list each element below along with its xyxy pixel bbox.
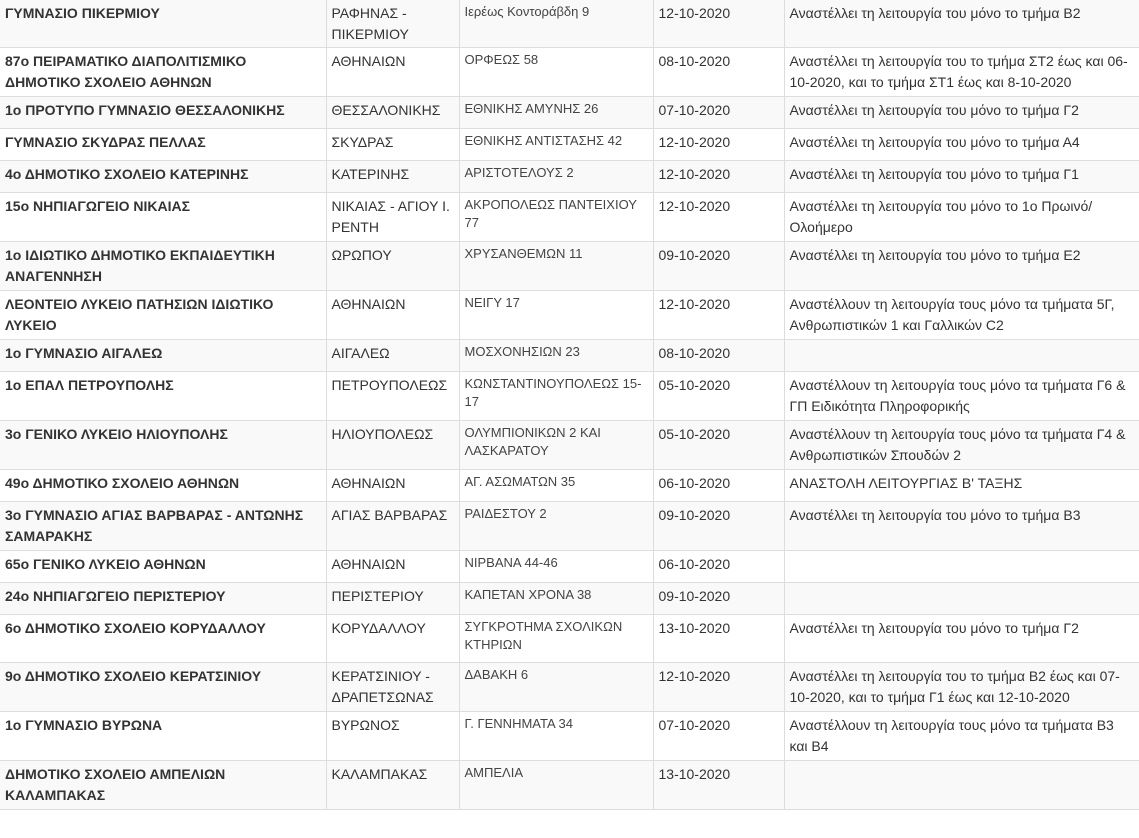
date-cell: 09-10-2020 bbox=[653, 242, 784, 291]
date-cell: 08-10-2020 bbox=[653, 340, 784, 372]
school-name-cell: 1ο ΓΥΜΝΑΣΙΟ ΑΙΓΑΛΕΩ bbox=[0, 340, 326, 372]
address-cell: ΚΑΠΕΤΑΝ ΧΡΟΝΑ 38 bbox=[459, 583, 653, 615]
address-cell: ΧΡΥΣΑΝΘΕΜΩΝ 11 bbox=[459, 242, 653, 291]
address-cell: ΔΑΒΑΚΗ 6 bbox=[459, 663, 653, 712]
date-cell: 06-10-2020 bbox=[653, 470, 784, 502]
date-cell: 12-10-2020 bbox=[653, 193, 784, 242]
address-cell: ΚΩΝΣΤΑΝΤΙΝΟΥΠΟΛΕΩΣ 15-17 bbox=[459, 372, 653, 421]
table-row bbox=[0, 761, 1139, 810]
municipality-cell: ΚΑΤΕΡΙΝΗΣ bbox=[326, 161, 459, 193]
table-row bbox=[0, 161, 1139, 193]
date-cell: 12-10-2020 bbox=[653, 663, 784, 712]
date-cell: 12-10-2020 bbox=[653, 129, 784, 161]
address-cell: ΑΚΡΟΠΟΛΕΩΣ ΠΑΝΤΕΙΧΙΟΥ 77 bbox=[459, 193, 653, 242]
date-cell: 13-10-2020 bbox=[653, 761, 784, 810]
table-row bbox=[0, 242, 1139, 291]
note-cell: Αναστέλλει τη λειτουργία του μόνο το 1ο Πρωινό/ Ολοήμερο bbox=[784, 193, 1139, 242]
date-cell: 07-10-2020 bbox=[653, 97, 784, 129]
table-row bbox=[0, 583, 1139, 615]
school-name-cell: 1ο ΓΥΜΝΑΣΙΟ ΒΥΡΩΝΑ bbox=[0, 712, 326, 761]
school-name-cell: 1ο ΠΡΟΤΥΠΟ ΓΥΜΝΑΣΙΟ ΘΕΣΣΑΛΟΝΙΚΗΣ bbox=[0, 97, 326, 129]
note-cell bbox=[784, 551, 1139, 583]
date-cell: 05-10-2020 bbox=[653, 421, 784, 470]
table-row bbox=[0, 48, 1139, 97]
municipality-cell: ΑΘΗΝΑΙΩΝ bbox=[326, 48, 459, 97]
note-cell: Αναστέλλουν τη λειτουργία τους μόνο τα τμήματα Γ4 & Ανθρωπιστικών Σπουδών 2 bbox=[784, 421, 1139, 470]
table-row bbox=[0, 340, 1139, 372]
address-cell: ΟΛΥΜΠΙΟΝΙΚΩΝ 2 ΚΑΙ ΛΑΣΚΑΡΑΤΟΥ bbox=[459, 421, 653, 470]
note-cell: Αναστέλλει τη λειτουργία του μόνο το τμήμα Γ2 bbox=[784, 615, 1139, 663]
school-name-cell: ΓΥΜΝΑΣΙΟ ΣΚΥΔΡΑΣ ΠΕΛΛΑΣ bbox=[0, 129, 326, 161]
table-row bbox=[0, 470, 1139, 502]
school-name-cell: 6ο ΔΗΜΟΤΙΚΟ ΣΧΟΛΕΙΟ ΚΟΡΥΔΑΛΛΟΥ bbox=[0, 615, 326, 663]
school-name-cell: 3ο ΓΥΜΝΑΣΙΟ ΑΓΙΑΣ ΒΑΡΒΑΡΑΣ - ΑΝΤΩΝΗΣ ΣΑΜΑΡΑΚΗΣ bbox=[0, 502, 326, 551]
municipality-cell: ΩΡΩΠΟΥ bbox=[326, 242, 459, 291]
address-cell: ΑΜΠΕΛΙΑ bbox=[459, 761, 653, 810]
date-cell: 12-10-2020 bbox=[653, 291, 784, 340]
municipality-cell: ΠΕΤΡΟΥΠΟΛΕΩΣ bbox=[326, 372, 459, 421]
school-name-cell: 15ο ΝΗΠΙΑΓΩΓΕΙΟ ΝΙΚΑΙΑΣ bbox=[0, 193, 326, 242]
table-row bbox=[0, 372, 1139, 421]
address-cell: ΣΥΓΚΡΟΤΗΜΑ ΣΧΟΛΙΚΩΝ ΚΤΗΡΙΩΝ bbox=[459, 615, 653, 663]
table-row bbox=[0, 502, 1139, 551]
address-cell: ΟΡΦΕΩΣ 58 bbox=[459, 48, 653, 97]
municipality-cell: ΚΕΡΑΤΣΙΝΙΟΥ - ΔΡΑΠΕΤΣΩΝΑΣ bbox=[326, 663, 459, 712]
note-cell: Αναστέλλει τη λειτουργία του μόνο το τμήμα Γ1 bbox=[784, 161, 1139, 193]
municipality-cell: ΝΙΚΑΙΑΣ - ΑΓΙΟΥ Ι. ΡΕΝΤΗ bbox=[326, 193, 459, 242]
table-row bbox=[0, 291, 1139, 340]
date-cell: 12-10-2020 bbox=[653, 0, 784, 48]
school-name-cell: 1ο ΙΔΙΩΤΙΚΟ ΔΗΜΟΤΙΚΟ ΕΚΠΑΙΔΕΥΤΙΚΗ ΑΝΑΓΕΝΝΗΣΗ bbox=[0, 242, 326, 291]
date-cell: 08-10-2020 bbox=[653, 48, 784, 97]
table-row bbox=[0, 0, 1139, 48]
address-cell: ΝΕΙΓΥ 17 bbox=[459, 291, 653, 340]
table-row bbox=[0, 193, 1139, 242]
school-name-cell: 9ο ΔΗΜΟΤΙΚΟ ΣΧΟΛΕΙΟ ΚΕΡΑΤΣΙΝΙΟΥ bbox=[0, 663, 326, 712]
school-name-cell: 65ο ΓΕΝΙΚΟ ΛΥΚΕΙΟ ΑΘΗΝΩΝ bbox=[0, 551, 326, 583]
note-cell bbox=[784, 340, 1139, 372]
school-name-cell: 24ο ΝΗΠΙΑΓΩΓΕΙΟ ΠΕΡΙΣΤΕΡΙΟΥ bbox=[0, 583, 326, 615]
note-cell: Αναστέλλει τη λειτουργία του μόνο το τμήμα Γ2 bbox=[784, 97, 1139, 129]
note-cell: Αναστέλλουν τη λειτουργία τους μόνο τα τμήματα Γ6 & ΓΠ Ειδικότητα Πληροφορικής bbox=[784, 372, 1139, 421]
note-cell bbox=[784, 761, 1139, 810]
date-cell: 09-10-2020 bbox=[653, 502, 784, 551]
school-name-cell: 4ο ΔΗΜΟΤΙΚΟ ΣΧΟΛΕΙΟ ΚΑΤΕΡΙΝΗΣ bbox=[0, 161, 326, 193]
address-cell: ΑΓ. ΑΣΩΜΑΤΩΝ 35 bbox=[459, 470, 653, 502]
table-row bbox=[0, 421, 1139, 470]
address-cell: ΕΘΝΙΚΗΣ ΑΜΥΝΗΣ 26 bbox=[459, 97, 653, 129]
municipality-cell: ΡΑΦΗΝΑΣ - ΠΙΚΕΡΜΙΟΥ bbox=[326, 0, 459, 48]
municipality-cell: ΚΑΛΑΜΠΑΚΑΣ bbox=[326, 761, 459, 810]
table-row bbox=[0, 97, 1139, 129]
municipality-cell: ΣΚΥΔΡΑΣ bbox=[326, 129, 459, 161]
date-cell: 05-10-2020 bbox=[653, 372, 784, 421]
date-cell: 13-10-2020 bbox=[653, 615, 784, 663]
municipality-cell: ΑΘΗΝΑΙΩΝ bbox=[326, 291, 459, 340]
school-name-cell: ΓΥΜΝΑΣΙΟ ΠΙΚΕΡΜΙΟΥ bbox=[0, 0, 326, 48]
date-cell: 07-10-2020 bbox=[653, 712, 784, 761]
school-name-cell: 49ο ΔΗΜΟΤΙΚΟ ΣΧΟΛΕΙΟ ΑΘΗΝΩΝ bbox=[0, 470, 326, 502]
note-cell: Αναστέλλουν τη λειτουργία τους μόνο τα τμήματα Β3 και Β4 bbox=[784, 712, 1139, 761]
date-cell: 12-10-2020 bbox=[653, 161, 784, 193]
municipality-cell: ΑΙΓΑΛΕΩ bbox=[326, 340, 459, 372]
municipality-cell: ΒΥΡΩΝΟΣ bbox=[326, 712, 459, 761]
school-name-cell: 87ο ΠΕΙΡΑΜΑΤΙΚΟ ΔΙΑΠΟΛΙΤΙΣΜΙΚΟ ΔΗΜΟΤΙΚΟ ΣΧΟΛΕΙΟ ΑΘΗΝΩΝ bbox=[0, 48, 326, 97]
school-name-cell: ΔΗΜΟΤΙΚΟ ΣΧΟΛΕΙΟ ΑΜΠΕΛΙΩΝ ΚΑΛΑΜΠΑΚΑΣ bbox=[0, 761, 326, 810]
school-name-cell: 1ο ΕΠΑΛ ΠΕΤΡΟΥΠΟΛΗΣ bbox=[0, 372, 326, 421]
date-cell: 09-10-2020 bbox=[653, 583, 784, 615]
municipality-cell: ΠΕΡΙΣΤΕΡΙΟΥ bbox=[326, 583, 459, 615]
table-row bbox=[0, 129, 1139, 161]
note-cell: Αναστέλλει τη λειτουργία του μόνο το τμήμα Β3 bbox=[784, 502, 1139, 551]
address-cell: Γ. ΓΕΝΝΗΜΑΤΑ 34 bbox=[459, 712, 653, 761]
table-row bbox=[0, 551, 1139, 583]
note-cell: Αναστέλλει τη λειτουργία του το τμήμα Β2 έως και 07-10-2020, και το τμήμα Γ1 έως και 12-10-2020 bbox=[784, 663, 1139, 712]
table-row bbox=[0, 712, 1139, 761]
municipality-cell: ΑΘΗΝΑΙΩΝ bbox=[326, 470, 459, 502]
note-cell: Αναστέλλει τη λειτουργία του μόνο το τμήμα Α4 bbox=[784, 129, 1139, 161]
address-cell: ΜΟΣΧΟΝΗΣΙΩΝ 23 bbox=[459, 340, 653, 372]
note-cell: Αναστέλλει τη λειτουργία του μόνο το τμήμα Β2 bbox=[784, 0, 1139, 48]
municipality-cell: ΑΓΙΑΣ ΒΑΡΒΑΡΑΣ bbox=[326, 502, 459, 551]
date-cell: 06-10-2020 bbox=[653, 551, 784, 583]
note-cell: Αναστέλλει τη λειτουργία του το τμήμα ΣΤ2 έως και 06-10-2020, και το τμήμα ΣΤ1 έως και 8-10-2020 bbox=[784, 48, 1139, 97]
school-name-cell: ΛΕΟΝΤΕΙΟ ΛΥΚΕΙΟ ΠΑΤΗΣΙΩΝ ΙΔΙΩΤΙΚΟ ΛΥΚΕΙΟ bbox=[0, 291, 326, 340]
note-cell: Αναστέλλει τη λειτουργία του μόνο το τμήμα Ε2 bbox=[784, 242, 1139, 291]
address-cell: ΑΡΙΣΤΟΤΕΛΟΥΣ 2 bbox=[459, 161, 653, 193]
note-cell: Αναστέλλουν τη λειτουργία τους μόνο τα τμήματα 5Γ, Ανθρωπιστικών 1 και Γαλλικών C2 bbox=[784, 291, 1139, 340]
address-cell: ΡΑΙΔΕΣΤΟΥ 2 bbox=[459, 502, 653, 551]
municipality-cell: ΘΕΣΣΑΛΟΝΙΚΗΣ bbox=[326, 97, 459, 129]
municipality-cell: ΗΛΙΟΥΠΟΛΕΩΣ bbox=[326, 421, 459, 470]
municipality-cell: ΑΘΗΝΑΙΩΝ bbox=[326, 551, 459, 583]
address-cell: ΕΘΝΙΚΗΣ ΑΝΤΙΣΤΑΣΗΣ 42 bbox=[459, 129, 653, 161]
table-row bbox=[0, 615, 1139, 663]
note-cell: ΑΝΑΣΤΟΛΗ ΛΕΙΤΟΥΡΓΙΑΣ Β' ΤΑΞΗΣ bbox=[784, 470, 1139, 502]
municipality-cell: ΚΟΡΥΔΑΛΛΟΥ bbox=[326, 615, 459, 663]
table-row bbox=[0, 663, 1139, 712]
address-cell: Ιερέως Κοντοράβδη 9 bbox=[459, 0, 653, 48]
address-cell: ΝΙΡΒΑΝΑ 44-46 bbox=[459, 551, 653, 583]
note-cell bbox=[784, 583, 1139, 615]
school-name-cell: 3ο ΓΕΝΙΚΟ ΛΥΚΕΙΟ ΗΛΙΟΥΠΟΛΗΣ bbox=[0, 421, 326, 470]
